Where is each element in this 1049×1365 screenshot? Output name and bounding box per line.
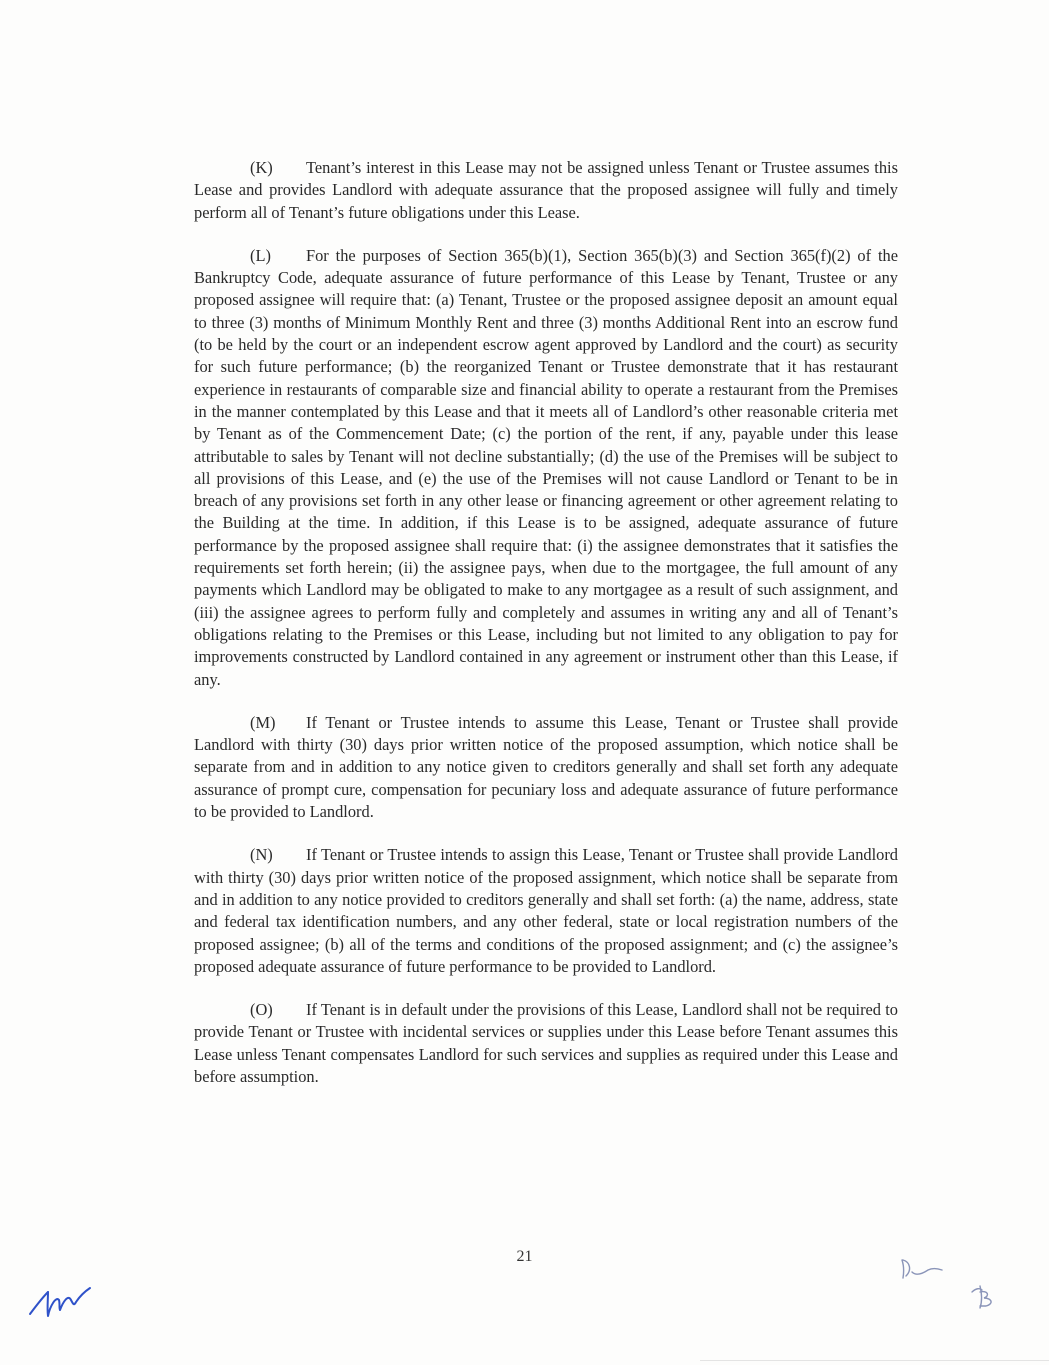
page-number: 21 (516, 1248, 533, 1265)
initials-stroke (30, 1292, 48, 1314)
paragraph-label: (K) (250, 158, 273, 177)
initials-stroke (972, 1286, 991, 1308)
paragraph-text: If Tenant or Trustee intends to assume this Lease, Tenant or Trustee shall provide Landlord with thirty (30) days prior written notice of the proposed assumption, which notice shall be separate from and in addition to any notice given to creditors generally and shall set forth any adequate assurance of prompt cure, compensation for pecuniary loss and adequate assurance of future performance to be provided to Landlord. (194, 712, 898, 822)
paragraph-k (194, 157, 898, 224)
paragraph-o (194, 999, 898, 1088)
paragraph-text: Tenant’s interest in this Lease may not be assigned unless Tenant or Trustee assumes this Lease and provides Landlord with adequate assurance that the proposed assignee will fully and timely perform all of Tenant’s future obligations under this Lease. (194, 158, 898, 222)
paragraph-l (194, 245, 898, 691)
handwritten-initials-left (26, 1280, 96, 1320)
initials-stroke (48, 1288, 90, 1316)
paragraph-label: (O) (250, 1000, 273, 1020)
paragraph-text: If Tenant is in default under the provisions of this Lease, Landlord shall not be required to provide Tenant or Trustee with incidental services or supplies under this Lease before Tenant assumes this Lease unless Tenant compensates Landlord for such services and supplies as required under this Lease and before assumption. (194, 1000, 898, 1086)
paragraph-label: (L) (250, 245, 271, 265)
paragraph-label: (N) (250, 845, 273, 865)
paragraph-text: For the purposes of Section 365(b)(1), Section 365(b)(3) and Section 365(f)(2) of the Bankruptcy Code, adequate assurance of future performance of this Lease by Tenant, Trustee or any proposed assignee will require that: (a) Tenant, Trustee or the proposed assignee deposit an amount equal to three (3) months of Minimum Monthly Rent and three (3) months Additional Rent into an escrow fund (to be held by the court or an independent escrow agent approved by Landlord and the court) as security for such future performance; (b) the reorganized Tenant or Trustee demonstrate that it has restaurant experience in restaurants of comparable size and financial ability to operate a restaurant from the Premises in the manner contemplated by this Lease and that it meets all of Landlord’s other reasonable criteria met by Tenant as of the Commencement Date; (c) the portion of the rent, if any, payable under this lease attributable to sales by Tenant will not decline substantially; (d) the use of the Premises will be subject to all provisions of this Lease, and (e) the use of the Premises will not cause Landlord or Tenant to be in breach of any provisions set forth in any other lease or financing agreement or other agreement relating to the Building at the time. In addition, if this Lease is to be assigned, adequate assurance of future performance by the proposed assignee shall require that: (i) the assignee demonstrates that it satisfies the requirements set forth herein; (ii) the assignee pays, when due to the mortgagee, the full amount of any payments which Landlord may be obligated to make to any mortgagee as a result of such assignment, and (iii) the assignee agrees to perform fully and completely and assumes in writing any and all of Tenant’s obligations relating to the Premises or this Lease, including but not limited to any obligation to pay for improvements constructed by Landlord contained in any agreement or instrument other than this Lease, if any. (194, 245, 898, 689)
initials-stroke (902, 1260, 942, 1278)
handwritten-initials-right (898, 1256, 948, 1282)
lease-body (194, 157, 898, 1109)
paragraph-text: If Tenant or Trustee intends to assign this Lease, Tenant or Trustee shall provide Landlord with thirty (30) days prior written notice of the proposed assignment, which notice shall be separate from and in addition to any notice provided to creditors generally and shall set forth: (a) the name, address, state and federal tax identification numbers, and any other federal, state or local registration numbers of the proposed assignee; (b) all of the terms and conditions of the proposed assignment; and (c) the assignee’s proposed adequate assurance of future performance to be provided to Landlord. (194, 845, 898, 976)
scan-edge-line (700, 1360, 1049, 1361)
paragraph-label: (M) (250, 712, 276, 732)
handwritten-initials-right-second (968, 1282, 1002, 1312)
paragraph-m (194, 712, 898, 823)
paragraph-n (194, 844, 898, 978)
